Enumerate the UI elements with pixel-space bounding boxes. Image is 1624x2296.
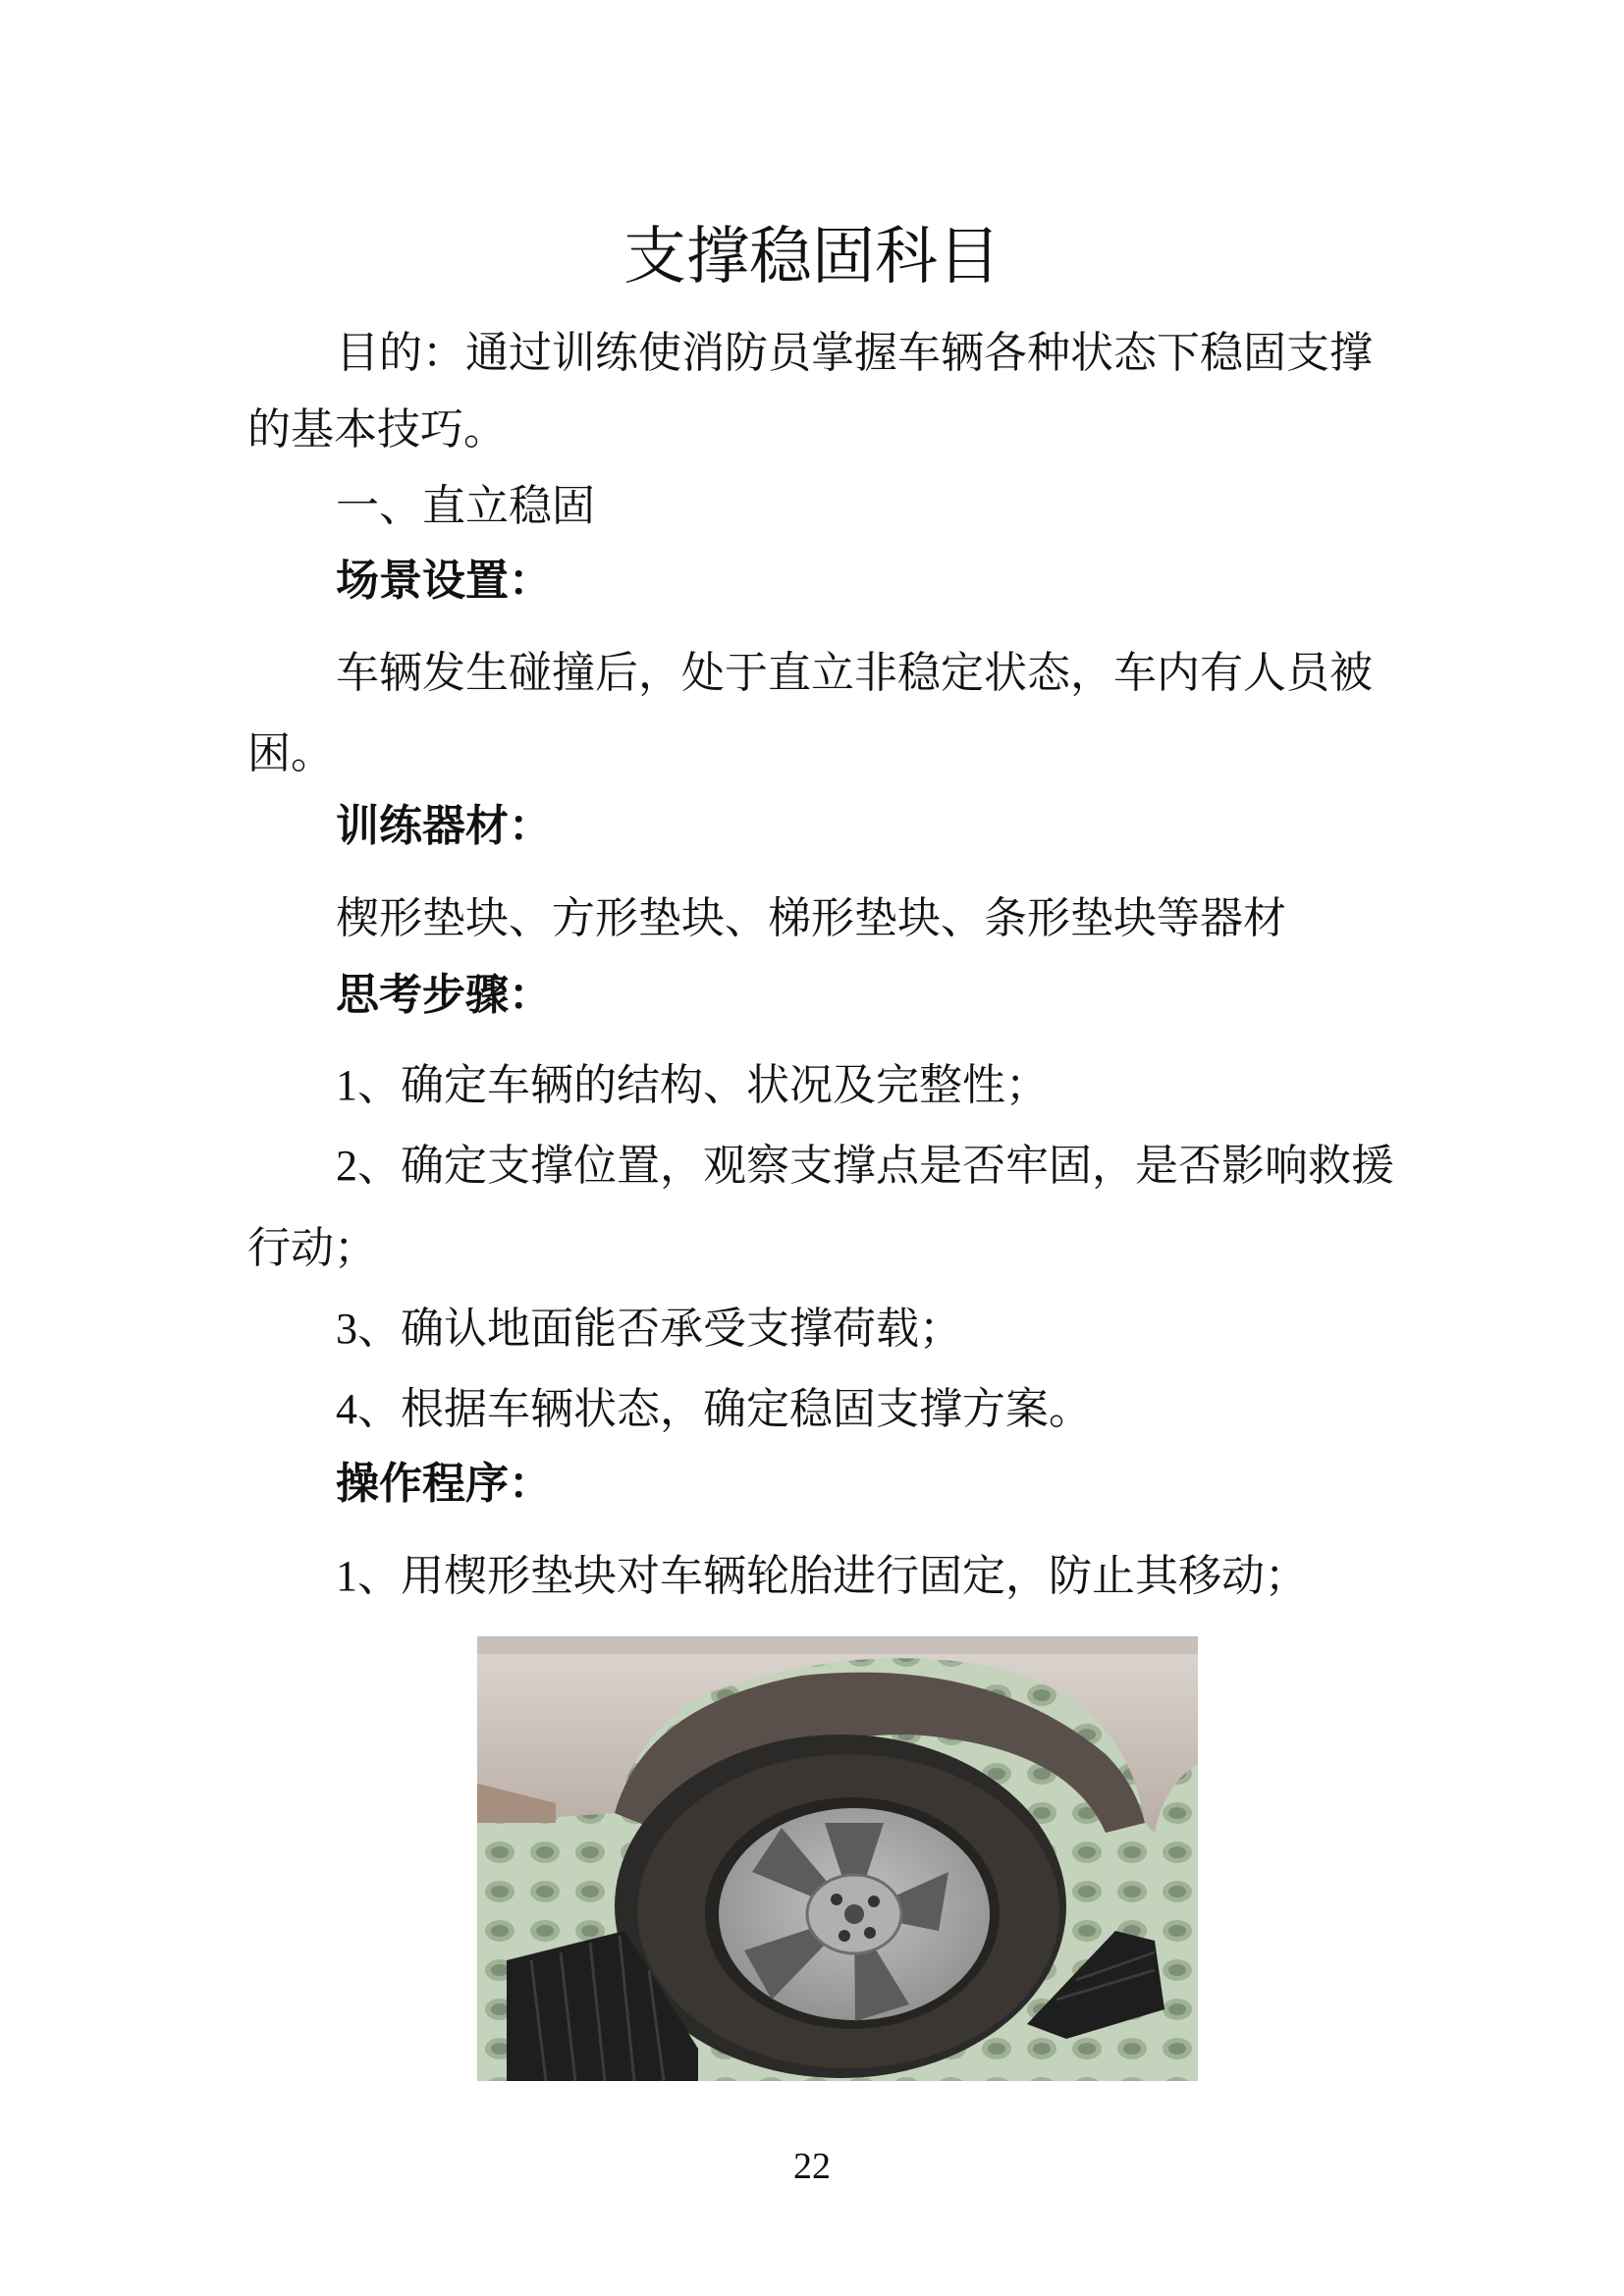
purpose-line-1: 目的：通过训练使消防员掌握车辆各种状态下稳固支撑 (336, 328, 1373, 378)
wheel-chock-photo (477, 1636, 1198, 2081)
step-number: 1 (336, 1552, 357, 1600)
step-number: 4 (336, 1385, 357, 1433)
equipment-label: 训练器材： (336, 801, 552, 851)
scene-line-2: 困。 (247, 728, 334, 778)
purpose-line-2: 的基本技巧。 (247, 404, 507, 454)
step-number: 1 (336, 1061, 357, 1109)
procedure-step-1 (336, 1547, 1308, 1606)
procedure-label: 操作程序： (336, 1459, 552, 1509)
scene-label: 场景设置： (336, 556, 552, 606)
scene-line-1: 车辆发生碰撞后，处于直立非稳定状态，车内有人员被 (336, 648, 1373, 698)
step-text: 、确定车辆的结构、状况及完整性； (357, 1060, 1049, 1110)
step-number: 3 (336, 1305, 357, 1353)
thinking-label: 思考步骤： (336, 970, 552, 1020)
thinking-step-2 (336, 1137, 1394, 1196)
section-heading-upright: 一、直立稳固 (336, 481, 595, 531)
page-number: 22 (793, 2146, 831, 2187)
thinking-step-1 (336, 1056, 1049, 1115)
thinking-step-4 (336, 1380, 1092, 1439)
thinking-step-3 (336, 1300, 962, 1359)
step-number: 2 (336, 1142, 357, 1190)
step-text: 、根据车辆状态，确定稳固支撑方案。 (357, 1384, 1092, 1434)
step-text: 、用楔形垫块对车辆轮胎进行固定，防止其移动； (357, 1551, 1308, 1601)
step-text: 、确定支撑位置，观察支撑点是否牢固，是否影响救援 (357, 1141, 1394, 1191)
step-text: 、确认地面能否承受支撑荷载； (357, 1304, 962, 1354)
page-title: 支撑稳固科目 (623, 221, 1001, 294)
car-wheel-with-wedge-chocks-icon (477, 1636, 1198, 2081)
equipment-text: 楔形垫块、方形垫块、梯形垫块、条形垫块等器材 (336, 893, 1286, 943)
thinking-step-2-cont: 行动； (247, 1223, 377, 1273)
